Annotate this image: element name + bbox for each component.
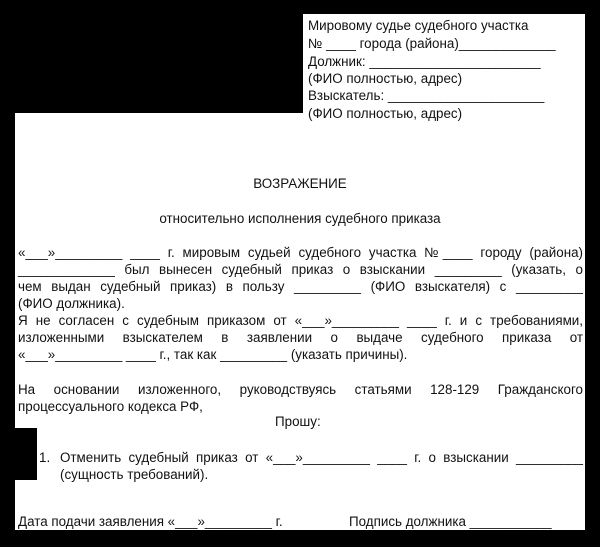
header-line-5: Взыскатель: _____________________	[308, 88, 545, 103]
para2-line-1: Я не согласен с судебным приказом от «___»_________ ____ г. и с требованиями,	[18, 313, 583, 328]
para1-line-1: «___»_________ ____ г. мировым судьей судебного участка №____ городу (района)	[18, 245, 583, 260]
margin-tab	[0, 428, 37, 480]
para1-line-4: (ФИО должника).	[18, 296, 125, 311]
header-line-2: № ____ города (района)_____________	[308, 36, 556, 51]
item1-number: 1.	[39, 450, 51, 465]
document-title: ВОЗРАЖЕНИЕ	[253, 176, 347, 191]
header-line-4: (ФИО полностью, адрес)	[308, 71, 463, 86]
item1-line-1: Отменить судебный приказ от «___»_________ ____ г. о взыскании _________	[60, 450, 583, 465]
item1-line-2: (сущность требований).	[60, 467, 209, 482]
header-line-6: (ФИО полностью, адрес)	[308, 106, 463, 121]
para2-line-3: «___»_________ ____ г., так как _________ (указать причины).	[18, 347, 408, 362]
para2-line-2: изложенными взыскателем в заявлении о выдаче судебного приказа от	[18, 330, 583, 345]
document-subtitle: относительно исполнения судебного приказа	[159, 211, 441, 226]
para1-line-3: чем выдан судебный приказ) в пользу _________ (ФИО взыскателя) с _________	[18, 279, 583, 294]
header-line-3: Должник: _______________________	[308, 54, 541, 69]
para3-line-1: На основании изложенного, руководствуясь статьями 128-129 Гражданского	[18, 382, 583, 397]
date-field-label: Дата подачи заявления «___»_________ г.	[18, 514, 283, 529]
request-heading: Прошу:	[275, 414, 321, 429]
header-line-1: Мировому судье судебного участка	[308, 18, 529, 33]
para1-line-2: _____________ был вынесен судебный приказ о взыскании _________ (указать, о	[18, 262, 583, 277]
signature-field-label: Подпись должника ___________	[349, 514, 552, 529]
para3-line-2: процессуального кодекса РФ,	[18, 399, 203, 414]
